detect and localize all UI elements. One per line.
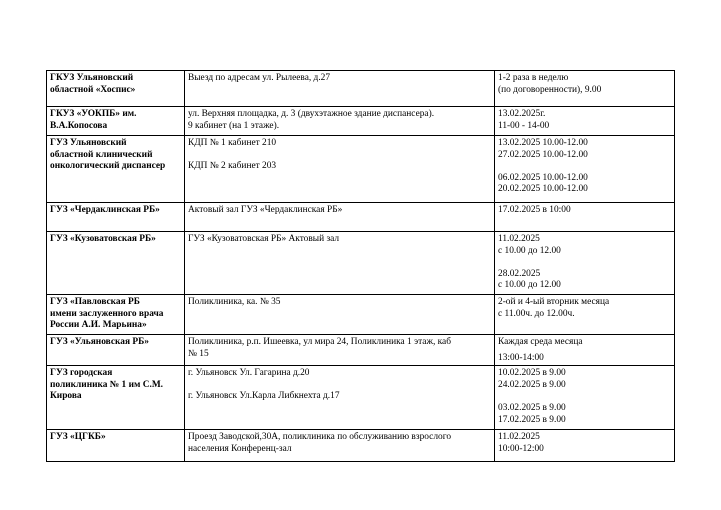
- org-cell: ГУЗ «Чердаклинская РБ»: [47, 203, 185, 232]
- place-cell: г. Ульяновск Ул. Гагарина д.20 г. Ульяновск Ул.Карла Либкнехта д.17: [185, 366, 495, 430]
- org-cell: ГУЗ «Ульяновская РБ»: [47, 335, 185, 366]
- time-cell: 10.02.2025 в 9.00 24.02.2025 в 9.00 03.02.2025 в 9.00 17.02.2025 в 9.00: [495, 366, 675, 430]
- table-row: [47, 203, 675, 232]
- org-cell: ГУЗ «Павловская РБ имени заслуженного врача России А.И. Марьина»: [47, 295, 185, 335]
- table-row: [47, 71, 675, 107]
- time-cell: 13.02.2025г. 11-00 - 14-00: [495, 107, 675, 136]
- place-cell: ул. Верхняя площадка, д. 3 (двухэтажное здание диспансера). 9 кабинет (на 1 этаже).: [185, 107, 495, 136]
- place-cell: КДП № 1 кабинет 210 КДП № 2 кабинет 203: [185, 136, 495, 203]
- place-cell: Актовый зал ГУЗ «Чердаклинская РБ»: [185, 203, 495, 232]
- schedule-table: [46, 70, 675, 462]
- table-row: [47, 295, 675, 335]
- table-row: [47, 107, 675, 136]
- table-row: [47, 136, 675, 203]
- place-cell: Поликлиника, р.п. Ишеевка, ул мира 24, Поликлиника 1 этаж, каб № 15: [185, 335, 495, 366]
- time-cell: 13.02.2025 10.00-12.00 27.02.2025 10.00-12.00 06.02.2025 10.00-12.00 20.02.2025 10.00-12.00: [495, 136, 675, 203]
- table-row: [47, 335, 675, 366]
- place-cell: Выезд по адресам ул. Рылеева, д.27: [185, 71, 495, 107]
- org-cell: ГУЗ «ЦГКБ»: [47, 430, 185, 462]
- time-cell: 2-ой и 4-ый вторник месяца с 11.00ч. до 12.00ч.: [495, 295, 675, 335]
- table-row: [47, 430, 675, 462]
- table-row: [47, 366, 675, 430]
- place-cell: Поликлиника, ка. № 35: [185, 295, 495, 335]
- org-cell: ГУЗ городская поликлиника № 1 им С.М. Кирова: [47, 366, 185, 430]
- time-cell: Каждая среда месяца 13:00-14:00: [495, 335, 675, 366]
- org-cell: ГУЗ Ульяновский областной клинический онкологический диспансер: [47, 136, 185, 203]
- place-cell: Проезд Заводской,30А, поликлиника по обслуживанию взрослого населения Конференц-зал: [185, 430, 495, 462]
- org-cell: ГКУЗ Ульяновский областной «Хоспис»: [47, 71, 185, 107]
- org-cell: ГУЗ «Кузоватовская РБ»: [47, 232, 185, 295]
- time-cell: 11.02.2025 10:00-12:00: [495, 430, 675, 462]
- time-cell: 11.02.2025 с 10.00 до 12.00 28.02.2025 с 10.00 до 12.00: [495, 232, 675, 295]
- org-cell: ГКУЗ «УОКПБ» им. В.А.Копосова: [47, 107, 185, 136]
- time-cell: 1-2 раза в неделю (по договоренности), 9.00: [495, 71, 675, 107]
- place-cell: ГУЗ «Кузоватовская РБ» Актовый зал: [185, 232, 495, 295]
- time-cell: 17.02.2025 в 10:00: [495, 203, 675, 232]
- table-row: [47, 232, 675, 295]
